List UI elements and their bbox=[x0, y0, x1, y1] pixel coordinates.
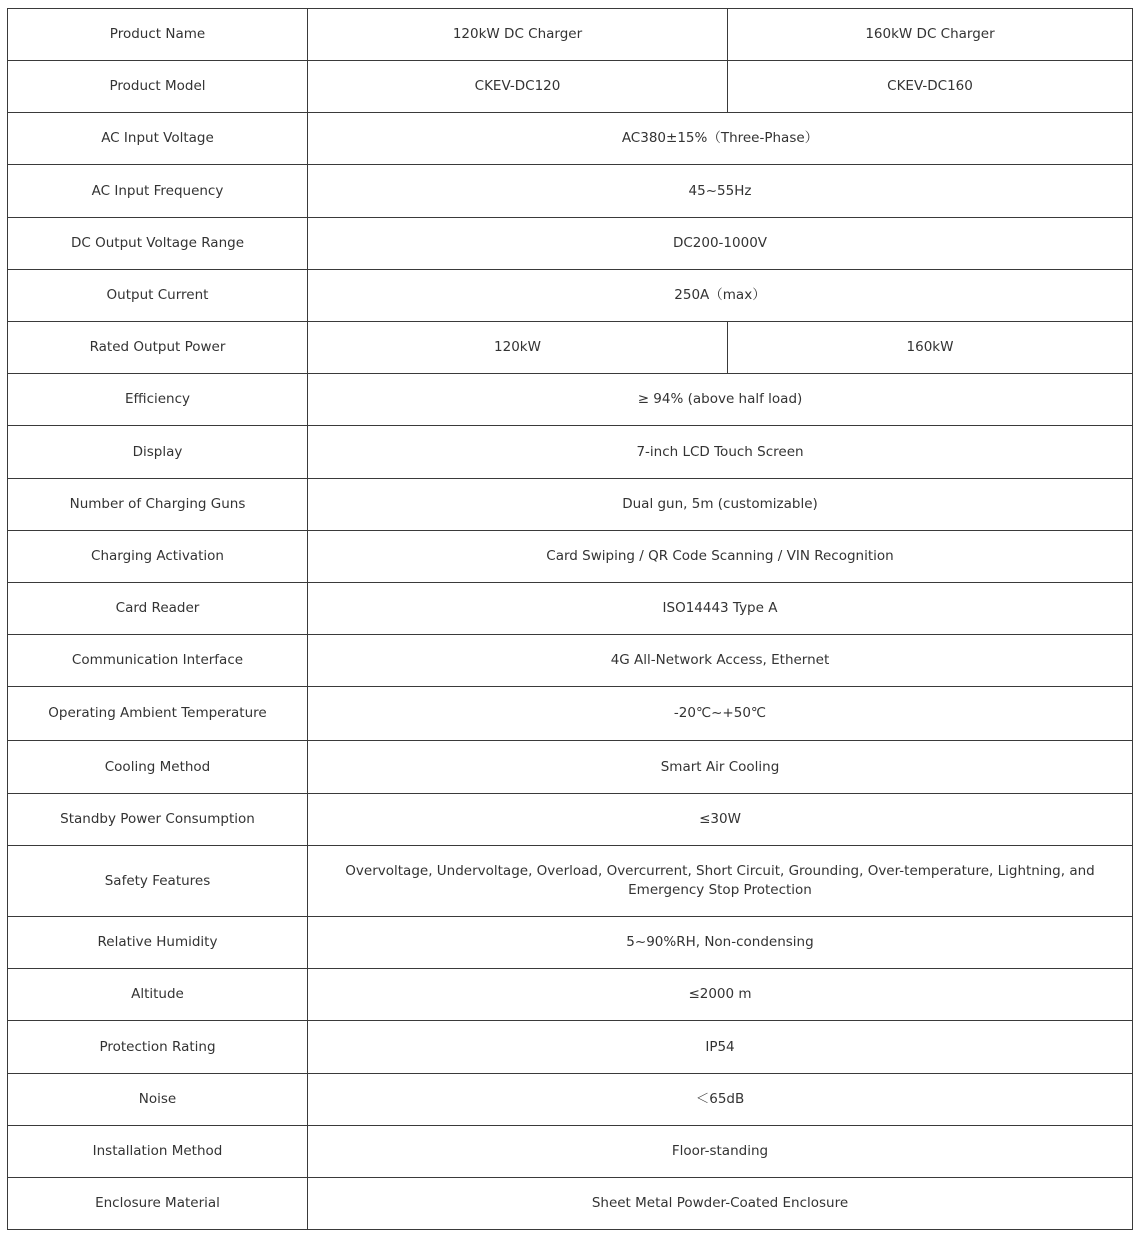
spec-label: Protection Rating bbox=[8, 1021, 308, 1074]
spec-value: ≤2000 m bbox=[308, 969, 1133, 1021]
spec-value-160kw: CKEV-DC160 bbox=[728, 61, 1133, 113]
table-row bbox=[8, 1178, 1133, 1230]
table-row bbox=[8, 1074, 1133, 1126]
spec-value: Sheet Metal Powder-Coated Enclosure bbox=[308, 1178, 1133, 1230]
spec-label: Product Model bbox=[8, 61, 308, 113]
table-row bbox=[8, 322, 1133, 374]
spec-value-160kw: 160kW bbox=[728, 322, 1133, 374]
spec-value: DC200-1000V bbox=[308, 218, 1133, 270]
spec-value-120kw: CKEV-DC120 bbox=[308, 61, 728, 113]
table-row bbox=[8, 218, 1133, 270]
spec-label: Operating Ambient Temperature bbox=[8, 687, 308, 741]
spec-label: Rated Output Power bbox=[8, 322, 308, 374]
spec-label: Noise bbox=[8, 1074, 308, 1126]
spec-value: 4G All-Network Access, Ethernet bbox=[308, 635, 1133, 687]
spec-value-160kw: 160kW DC Charger bbox=[728, 9, 1133, 61]
table-row bbox=[8, 741, 1133, 794]
spec-value: IP54 bbox=[308, 1021, 1133, 1074]
spec-label: Altitude bbox=[8, 969, 308, 1021]
spec-label: Communication Interface bbox=[8, 635, 308, 687]
spec-value: Dual gun, 5m (customizable) bbox=[308, 479, 1133, 531]
spec-value: -20℃~+50℃ bbox=[308, 687, 1133, 741]
table-row bbox=[8, 969, 1133, 1021]
spec-value: Overvoltage, Undervoltage, Overload, Overcurrent, Short Circuit, Grounding, Over-temperature, Lightning, and Emergency Stop Protection bbox=[308, 846, 1133, 917]
table-row bbox=[8, 113, 1133, 165]
spec-label: Output Current bbox=[8, 270, 308, 322]
spec-label: Standby Power Consumption bbox=[8, 794, 308, 846]
spec-label: Safety Features bbox=[8, 846, 308, 917]
spec-table-body bbox=[8, 9, 1133, 1230]
spec-value: AC380±15%（Three-Phase） bbox=[308, 113, 1133, 165]
spec-table bbox=[7, 8, 1133, 1230]
spec-label: Enclosure Material bbox=[8, 1178, 308, 1230]
spec-value: 250A（max） bbox=[308, 270, 1133, 322]
spec-label: Card Reader bbox=[8, 583, 308, 635]
spec-label: Display bbox=[8, 426, 308, 479]
spec-label: Cooling Method bbox=[8, 741, 308, 794]
table-row bbox=[8, 165, 1133, 218]
spec-value: 45~55Hz bbox=[308, 165, 1133, 218]
spec-label: Number of Charging Guns bbox=[8, 479, 308, 531]
spec-label: Charging Activation bbox=[8, 531, 308, 583]
spec-label: Installation Method bbox=[8, 1126, 308, 1178]
spec-label: AC Input Frequency bbox=[8, 165, 308, 218]
spec-value: ≤30W bbox=[308, 794, 1133, 846]
table-row bbox=[8, 846, 1133, 917]
table-row bbox=[8, 374, 1133, 426]
spec-value-120kw: 120kW DC Charger bbox=[308, 9, 728, 61]
table-row bbox=[8, 635, 1133, 687]
table-row bbox=[8, 1126, 1133, 1178]
spec-value: ＜65dB bbox=[308, 1074, 1133, 1126]
table-row bbox=[8, 917, 1133, 969]
spec-value: Smart Air Cooling bbox=[308, 741, 1133, 794]
spec-label: Relative Humidity bbox=[8, 917, 308, 969]
spec-value-120kw: 120kW bbox=[308, 322, 728, 374]
table-row bbox=[8, 9, 1133, 61]
spec-label: AC Input Voltage bbox=[8, 113, 308, 165]
table-row bbox=[8, 687, 1133, 741]
spec-label: DC Output Voltage Range bbox=[8, 218, 308, 270]
table-row bbox=[8, 583, 1133, 635]
spec-value: Card Swiping / QR Code Scanning / VIN Recognition bbox=[308, 531, 1133, 583]
spec-label: Product Name bbox=[8, 9, 308, 61]
spec-value: 7-inch LCD Touch Screen bbox=[308, 426, 1133, 479]
spec-label: Efficiency bbox=[8, 374, 308, 426]
table-row bbox=[8, 426, 1133, 479]
spec-value: ≥ 94% (above half load) bbox=[308, 374, 1133, 426]
table-row bbox=[8, 794, 1133, 846]
table-row bbox=[8, 531, 1133, 583]
spec-value: Floor-standing bbox=[308, 1126, 1133, 1178]
table-row bbox=[8, 1021, 1133, 1074]
table-row bbox=[8, 479, 1133, 531]
spec-value: 5~90%RH, Non-condensing bbox=[308, 917, 1133, 969]
table-row bbox=[8, 61, 1133, 113]
spec-value: ISO14443 Type A bbox=[308, 583, 1133, 635]
table-row bbox=[8, 270, 1133, 322]
